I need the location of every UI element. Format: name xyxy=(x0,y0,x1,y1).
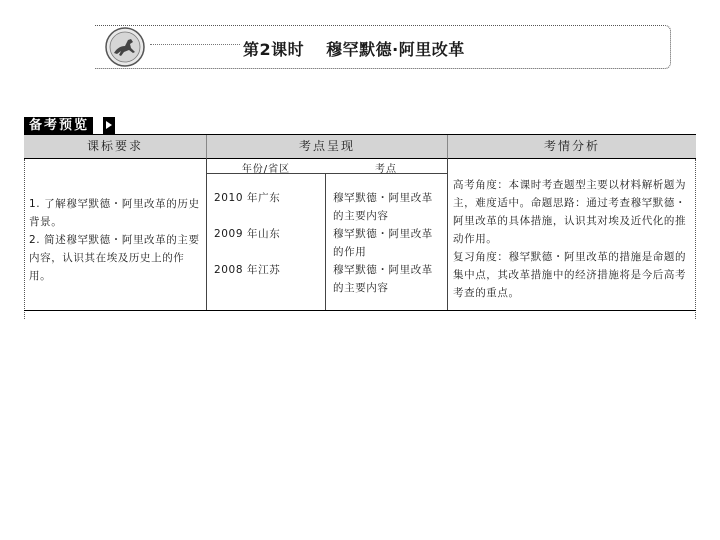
page-title xyxy=(243,37,465,60)
arrow-right-icon xyxy=(103,117,115,134)
title-leader-dots xyxy=(150,44,240,45)
divider-col2 xyxy=(447,158,448,310)
exam-point: 穆罕默德・阿里改革的作用 xyxy=(333,228,433,258)
exam-point: 穆罕默德・阿里改革的主要内容 xyxy=(333,264,433,294)
lesson-label: 第2课时 xyxy=(243,40,305,59)
table-left-border xyxy=(24,159,25,319)
table-right-border xyxy=(695,159,696,319)
column-header-analysis: 考情分析 xyxy=(448,135,696,158)
table-bottom-rule xyxy=(24,310,696,311)
exam-point: 穆罕默德・阿里改革的主要内容 xyxy=(333,192,433,222)
requirements-cell xyxy=(29,195,203,285)
horse-emblem-icon xyxy=(104,26,146,68)
divider-subcol xyxy=(325,173,326,310)
analysis-paragraph: 高考角度：本课时考查题型主要以材料解析题为主，难度适中。命题思路：通过考查穆罕默德・阿里改革的具体措施，认识其对埃及近代化的推动作用。 xyxy=(453,179,687,245)
header-rule xyxy=(24,158,696,159)
section-tab: 备考预览 xyxy=(24,117,93,134)
analysis-paragraph: 复习角度：穆罕默德・阿里改革的措施是命题的集中点，其改革措施中的经济措施将是今后高考考查的重点。 xyxy=(453,251,687,299)
column-header-exam-points: 考点呈现 xyxy=(207,135,448,158)
sub-header-rule xyxy=(207,173,447,174)
requirement-item: 1. 了解穆罕默德・阿里改革的历史背景。 xyxy=(29,198,200,228)
requirement-item: 2. 简述穆罕默德・阿里改革的主要内容，认识其在埃及历史上的作用。 xyxy=(29,234,200,282)
sub-header-point: 考点 xyxy=(375,164,397,175)
exam-year: 2009 年山东 xyxy=(214,228,281,240)
column-header-requirements: 课标要求 xyxy=(24,135,207,158)
exam-year: 2008 年江苏 xyxy=(214,264,281,276)
divider-col1 xyxy=(206,158,207,310)
sub-header-year-region: 年份/省区 xyxy=(241,164,291,175)
analysis-cell xyxy=(453,176,691,302)
lesson-title: 穆罕默德·阿里改革 xyxy=(326,40,465,59)
exam-year: 2010 年广东 xyxy=(214,192,281,204)
